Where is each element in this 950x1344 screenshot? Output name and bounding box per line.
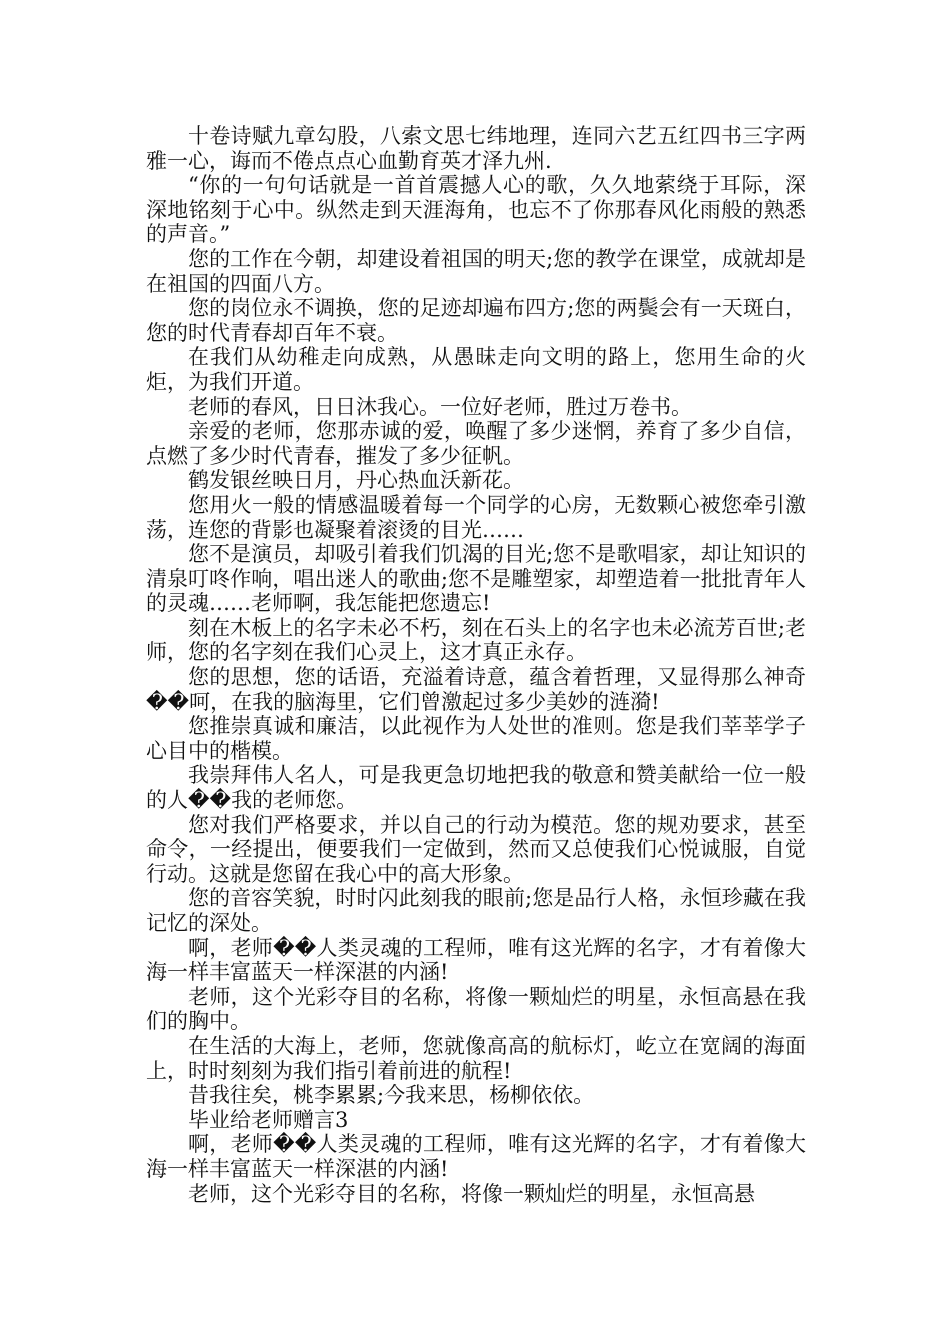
paragraph: 啊，老师��人类灵魂的工程师，唯有这光辉的名字，才有着像大海一样丰富蓝天一样深湛的内涵! [146, 1132, 806, 1181]
paragraph: 您推崇真诚和廉洁，以此视作为人处世的准则。您是我们莘莘学子心目中的楷模。 [146, 714, 806, 763]
paragraph: 鹤发银丝映日月，丹心热血沃新花。 [188, 468, 524, 493]
paragraph: 昔我往矣，桃李累累;今我来思，杨柳依依。 [188, 1083, 595, 1108]
paragraph: 十卷诗赋九章勾股，八索文思七纬地理，连同六艺五红四书三字两雅一心，诲而不倦点点心血勤育英才泽九州. [146, 124, 806, 173]
paragraph: 在生活的大海上，老师，您就像高高的航标灯，屹立在宽阔的海面上，时时刻刻为我们指引着前进的航程! [146, 1033, 806, 1083]
paragraph: 啊，老师��人类灵魂的工程师，唯有这光辉的名字，才有着像大海一样丰富蓝天一样深湛的内涵! [146, 935, 806, 985]
paragraph: 老师，这个光彩夺目的名称，将像一颗灿烂的明星，永恒高悬在我们的胸中。 [146, 984, 806, 1034]
paragraph: 您不是演员，却吸引着我们饥渴的目光;您不是歌唱家，却让知识的清泉叮咚作响，唱出迷人的歌曲;您不是雕塑家，却塑造着一批批青年人的灵魂……老师啊，我怎能把您遗忘! [146, 542, 806, 616]
paragraph: 在我们从幼稚走向成熟，从愚昧走向文明的路上，您用生命的火炬，为我们开道。 [146, 345, 806, 394]
paragraph: 老师，这个光彩夺目的名称，将像一颗灿烂的明星，永恒高悬 [188, 1181, 755, 1206]
paragraph: 我崇拜伟人名人，可是我更急切地把我的敬意和赞美献给一位一般的人��我的老师您。 [146, 763, 806, 813]
paragraph: 亲爱的老师，您那赤诚的爱，唤醒了多少迷惘，养育了多少自信，点燃了多少时代青春，摧发了多少征帆。 [146, 419, 806, 468]
paragraph: 刻在木板上的名字未必不朽，刻在石头上的名字也未必流芳百世;老师，您的名字刻在我们心灵上，这才真正永存。 [146, 615, 806, 665]
paragraph: 您的工作在今朝，却建设着祖国的明天;您的教学在课堂，成就却是在祖国的四面八方。 [146, 246, 806, 296]
paragraph: 老师的春风，日日沐我心。一位好老师，胜过万卷书。 [188, 394, 692, 419]
paragraph: 您用火一般的情感温暖着每一个同学的心房，无数颗心被您牵引激荡，连您的背影也凝聚着滚烫的目光…… [146, 492, 806, 542]
paragraph: 您的音容笑貌，时时闪此刻我的眼前;您是品行人格，永恒珍藏在我记忆的深处。 [146, 886, 806, 935]
paragraph: 您对我们严格要求，并以自己的行动为模范。您的规劝要求，甚至命令，一经提出，便要我们一定做到，然而又总使我们心悦诚服，自觉行动。这就是您留在我心中的高大形象。 [146, 812, 806, 886]
paragraph: “你的一句句话就是一首首震撼人心的歌，久久地萦绕于耳际，深深地铭刻于心中。纵然走到天涯海角，也忘不了你那春风化雨般的熟悉的声音。” [146, 173, 806, 247]
paragraph: 您的岗位永不调换，您的足迹却遍布四方;您的两鬓会有一天斑白，您的时代青春却百年不衰。 [146, 296, 806, 345]
paragraph: 您的思想，您的话语，充溢着诗意，蕴含着哲理，又显得那么神奇��呵，在我的脑海里，它们曾激起过多少美妙的涟漪! [146, 665, 806, 714]
document-body [146, 124, 806, 1206]
section-heading: 毕业给老师赠言3 [188, 1107, 349, 1132]
